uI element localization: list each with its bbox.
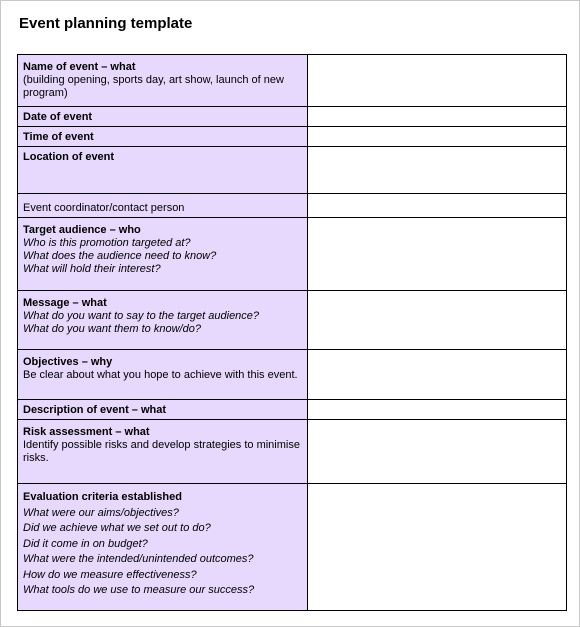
guiding-question: What do you want them to know/do? xyxy=(23,323,201,335)
row-target-audience xyxy=(18,218,567,291)
row-objectives xyxy=(18,350,567,400)
guiding-question: Did it come in on budget? xyxy=(23,537,148,550)
row-heading: Risk assessment – what xyxy=(23,426,150,438)
row-heading: Time of event xyxy=(23,131,94,143)
label-cell xyxy=(18,127,308,147)
entry-cell[interactable] xyxy=(308,400,567,420)
label-cell xyxy=(18,350,308,400)
row-location-of-event xyxy=(18,147,567,194)
row-time-of-event xyxy=(18,127,567,147)
row-heading: Objectives – why xyxy=(23,356,113,368)
row-event-coordinator xyxy=(18,194,567,218)
row-description: Be clear about what you hope to achieve with this event. xyxy=(23,369,298,381)
entry-cell[interactable] xyxy=(308,291,567,350)
entry-cell[interactable] xyxy=(308,194,567,218)
row-heading: Target audience – who xyxy=(23,224,141,236)
entry-cell[interactable] xyxy=(308,350,567,400)
row-date-of-event xyxy=(18,107,567,127)
row-description: (building opening, sports day, art show, launch of new program) xyxy=(23,74,284,99)
row-heading: Description of event – what xyxy=(23,404,167,416)
guiding-question: Who is this promotion targeted at? xyxy=(23,237,191,249)
row-evaluation-criteria xyxy=(18,484,567,611)
label-cell xyxy=(18,194,308,218)
label-cell xyxy=(18,484,308,611)
entry-cell[interactable] xyxy=(308,218,567,291)
entry-cell[interactable] xyxy=(308,107,567,127)
label-cell xyxy=(18,107,308,127)
row-description: Identify possible risks and develop strategies to minimise risks. xyxy=(23,439,300,464)
row-message xyxy=(18,291,567,350)
guiding-question: What tools do we use to measure our success? xyxy=(23,584,255,596)
guiding-question: What were our aims/objectives? xyxy=(23,506,179,519)
label-cell xyxy=(18,218,308,291)
label-cell xyxy=(18,55,308,107)
page-title: Event planning template xyxy=(19,15,193,32)
guiding-question: What do you want to say to the target audience? xyxy=(23,310,260,322)
label-cell xyxy=(18,291,308,350)
label-cell xyxy=(18,400,308,420)
entry-cell[interactable] xyxy=(308,420,567,484)
row-heading: Name of event – what xyxy=(23,61,136,73)
row-description-of-event xyxy=(18,400,567,420)
row-description: Event coordinator/contact person xyxy=(23,202,185,214)
row-heading: Date of event xyxy=(23,111,93,123)
guiding-question: What were the intended/unintended outcomes? xyxy=(23,553,254,565)
entry-cell[interactable] xyxy=(308,484,567,611)
row-heading: Location of event xyxy=(23,151,115,163)
guiding-question: Did we achieve what we set out to do? xyxy=(23,522,211,534)
row-heading: Evaluation criteria established xyxy=(23,491,182,503)
label-cell xyxy=(18,147,308,194)
guiding-question: What does the audience need to know? xyxy=(23,250,217,262)
row-risk-assessment xyxy=(18,420,567,484)
label-cell xyxy=(18,420,308,484)
row-name-of-event xyxy=(18,55,567,107)
event-planning-table xyxy=(17,54,567,611)
guiding-question: What will hold their interest? xyxy=(23,263,161,275)
entry-cell[interactable] xyxy=(308,147,567,194)
entry-cell[interactable] xyxy=(308,55,567,107)
entry-cell[interactable] xyxy=(308,127,567,147)
guiding-question: How do we measure effectiveness? xyxy=(23,568,197,581)
row-heading: Message – what xyxy=(23,297,107,309)
